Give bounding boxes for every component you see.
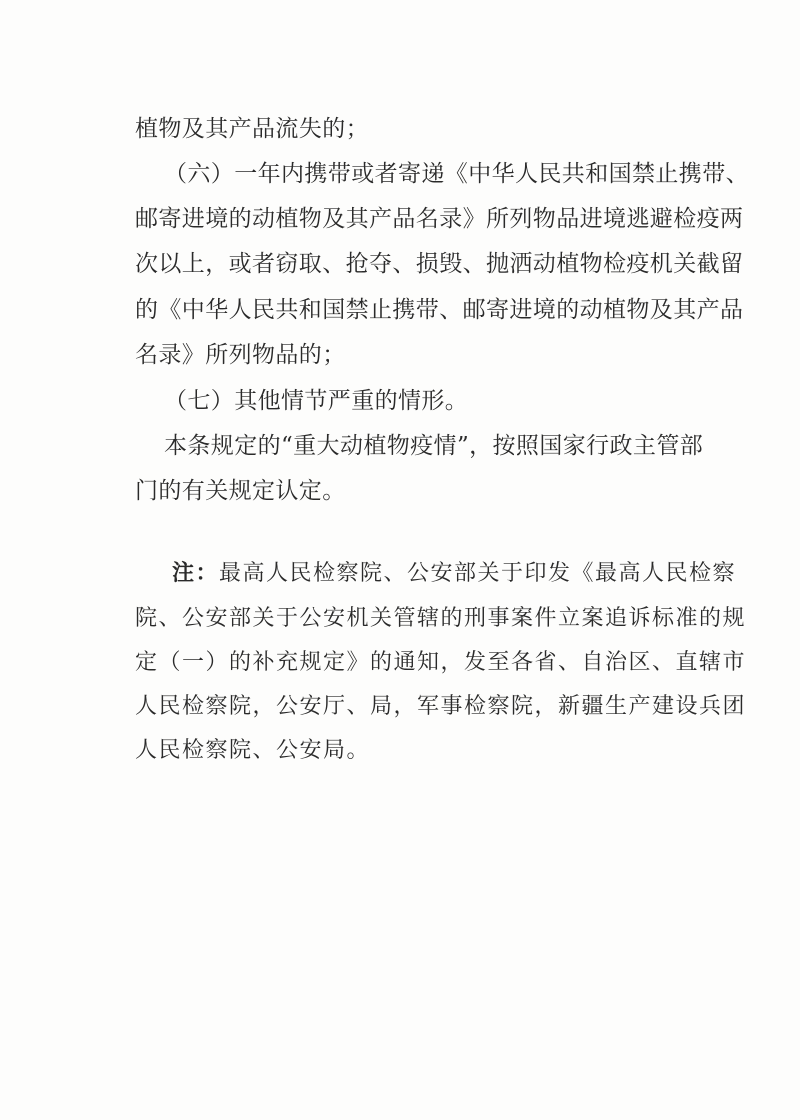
paragraph-line: 邮寄进境的动植物及其产品名录》所列物品进境逃避检疫两 xyxy=(135,206,744,232)
paragraph-line: 次以上，或者窃取、抢夺、损毁、抛洒动植物检疫机关截留 xyxy=(135,251,744,277)
note-text: 最高人民检察院、公安部关于印发《最高人民检察 xyxy=(219,561,737,586)
note-line: 人民检察院、公安局。 xyxy=(135,738,371,763)
paragraph-line: 植物及其产品流失的； xyxy=(135,116,369,142)
paragraph-line: （七）其他情节严重的情形。 xyxy=(164,388,469,414)
paragraph-line: 的《中华人民共和国禁止携带、邮寄进境的动植物及其产品 xyxy=(135,297,744,323)
paragraph-line: 本条规定的“重大动植物疫情”，按照国家行政主管部 xyxy=(164,433,704,459)
note-label: 注： xyxy=(172,561,220,586)
note-line: 院、公安部关于公安机关管辖的刑事案件立案追诉标准的规 xyxy=(135,606,747,631)
paragraph-line: 门的有关规定认定。 xyxy=(135,478,346,504)
paragraph-line: 名录》所列物品的； xyxy=(135,342,346,368)
note-line: 定（一）的补充规定》的通知，发至各省、自治区、直辖市 xyxy=(135,650,747,675)
note-line xyxy=(172,561,736,587)
paragraph-line: （六）一年内携带或者寄递《中华人民共和国禁止携带、 xyxy=(164,161,749,187)
note-line: 人民检察院，公安厅、局，军事检察院，新疆生产建设兵团 xyxy=(135,694,747,719)
